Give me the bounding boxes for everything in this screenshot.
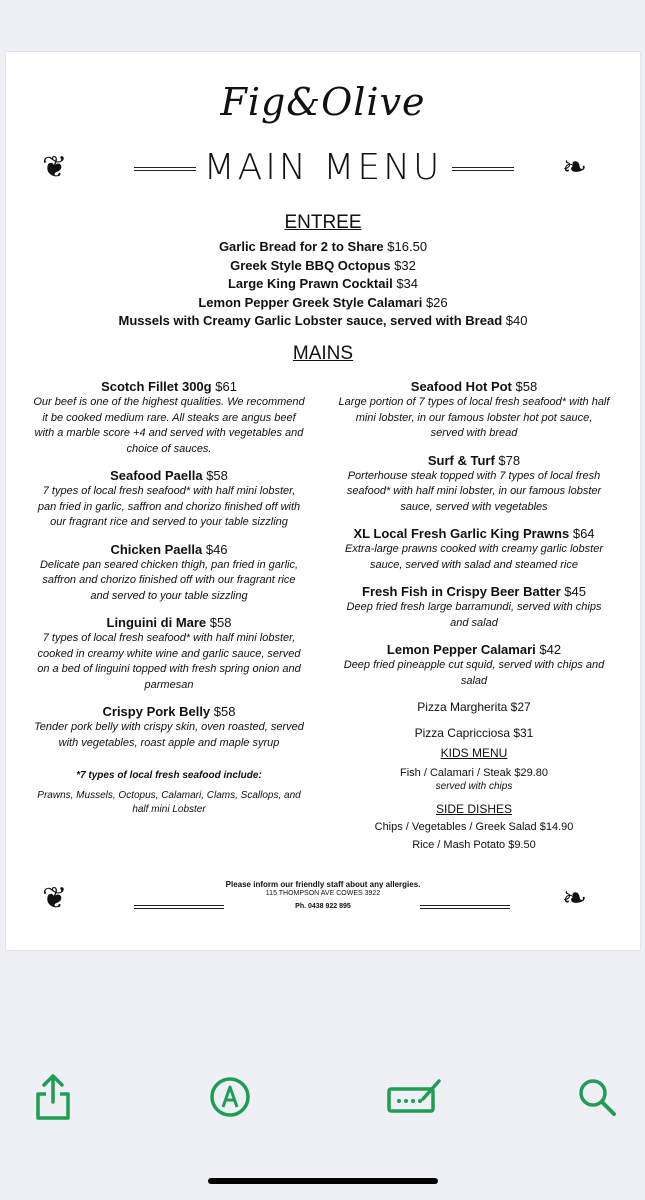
kids-item: Fish / Calamari / Steak $29.80	[400, 767, 548, 779]
title-row	[6, 147, 640, 193]
list-item: Linguini di Mare $58 7 types of local fresh seafood* with half mini lobster, cooked in creamy white wine and garlic sauce, served on a bed of linguini topped with fresh spring onion and parmesan	[37, 615, 301, 691]
signature-icon	[387, 1077, 443, 1117]
list-item: Lemon Pepper Greek Style Calamari $26	[198, 294, 448, 310]
address: 115 THOMPSON AVE COWES 3922	[265, 890, 381, 897]
mains-left-column	[33, 378, 305, 817]
logo: Fig&Olive	[220, 80, 426, 124]
scroll-ornament-left-icon: ❦	[42, 151, 68, 184]
divider	[452, 167, 514, 171]
scroll-ornament-bottom-right-icon: ❧	[562, 882, 588, 915]
list-item: Seafood Paella $58 7 types of local fresh seafood* with half mini lobster, pan fried in garlic, saffron and chorizo finished off with our fragrant rice and served to your table sizzling	[37, 468, 301, 528]
search-icon	[576, 1076, 618, 1118]
menu-title: MAIN MENU	[203, 147, 443, 188]
search-button[interactable]	[572, 1072, 622, 1122]
list-item: Chicken Paella $46 Delicate pan seared chicken thigh, pan fried in garlic, saffron and chorizo finished off with our fragrant rice and served to your table sizzling	[39, 541, 299, 602]
list-item: Mussels with Creamy Garlic Lobster sauce, served with Bread $40	[118, 313, 528, 328]
menu-page	[6, 52, 640, 950]
entree-list	[6, 238, 640, 331]
side-item: Rice / Mash Potato $9.50	[412, 839, 536, 851]
pizza-item: Pizza Capricciosa $31	[414, 726, 534, 740]
list-item: Fresh Fish in Crispy Beer Batter $45 Deep fried fresh large barramundi, served with chips and salad	[346, 584, 602, 629]
allergy-note: Please inform our friendly staff about any allergies.	[225, 880, 421, 889]
divider	[420, 905, 510, 909]
mains-heading: MAINS	[292, 343, 354, 364]
list-item: Crispy Pork Belly $58 Tender pork belly with crispy skin, oven roasted, served with vegetables, roast apple and maple syrup	[34, 704, 304, 749]
side-item: Chips / Vegetables / Greek Salad $14.90	[374, 821, 574, 833]
footer	[6, 880, 640, 910]
list-item: Greek Style BBQ Octopus $32	[230, 257, 416, 273]
list-item: Surf & Turf $78 Porterhouse steak topped with 7 types of local fresh seafood* with half mini lobster, in our famous lobster sauce, served with vegetables	[346, 452, 602, 513]
list-item: Garlic Bread for 2 to Share $16.50	[218, 239, 428, 254]
share-icon	[31, 1072, 75, 1122]
markup-button[interactable]	[205, 1072, 255, 1122]
bottom-toolbar	[0, 1072, 645, 1142]
home-indicator[interactable]	[208, 1178, 438, 1184]
seafood-note: Prawns, Mussels, Octopus, Calamari, Clams, Scallops, and half mini Lobster	[37, 790, 301, 815]
scroll-ornament-right-icon: ❧	[562, 151, 588, 184]
list-item: Scotch Fillet 300g $61 Our beef is one of the highest qualities. We recommend it be cooked medium rare. All steaks are angus beef with a marble score +4 and served with vegetables and choice of sauces.	[33, 379, 305, 455]
list-item: Lemon Pepper Calamari $42 Deep fried pineapple cut squid, served with chips and salad	[343, 642, 605, 687]
seafood-note-heading: *7 types of local fresh seafood include:	[76, 770, 262, 781]
list-item: Large King Prawn Cocktail $34	[227, 276, 419, 291]
markup-icon	[207, 1074, 253, 1120]
mains-right-column	[338, 378, 610, 853]
phone: Ph. 0438 922 895	[295, 903, 351, 910]
kids-note: served with chips	[435, 781, 513, 792]
sides-heading: SIDE DISHES	[435, 802, 513, 816]
share-button[interactable]	[28, 1072, 78, 1122]
scroll-ornament-bottom-left-icon: ❦	[42, 882, 68, 915]
list-item: Seafood Hot Pot $58 Large portion of 7 types of local fresh seafood* with half mini lobster, in our famous lobster hot pot sauce, served with bread	[338, 379, 610, 439]
list-item: XL Local Fresh Garlic King Prawns $64 Extra-large prawns cooked with creamy garlic lobster sauce, served with salad and steamed rice	[345, 526, 603, 571]
pizza-item: Pizza Margherita $27	[417, 700, 531, 714]
signature-button[interactable]	[387, 1072, 443, 1122]
entree-heading: ENTREE	[284, 212, 362, 233]
kids-heading: KIDS MENU	[440, 746, 508, 760]
